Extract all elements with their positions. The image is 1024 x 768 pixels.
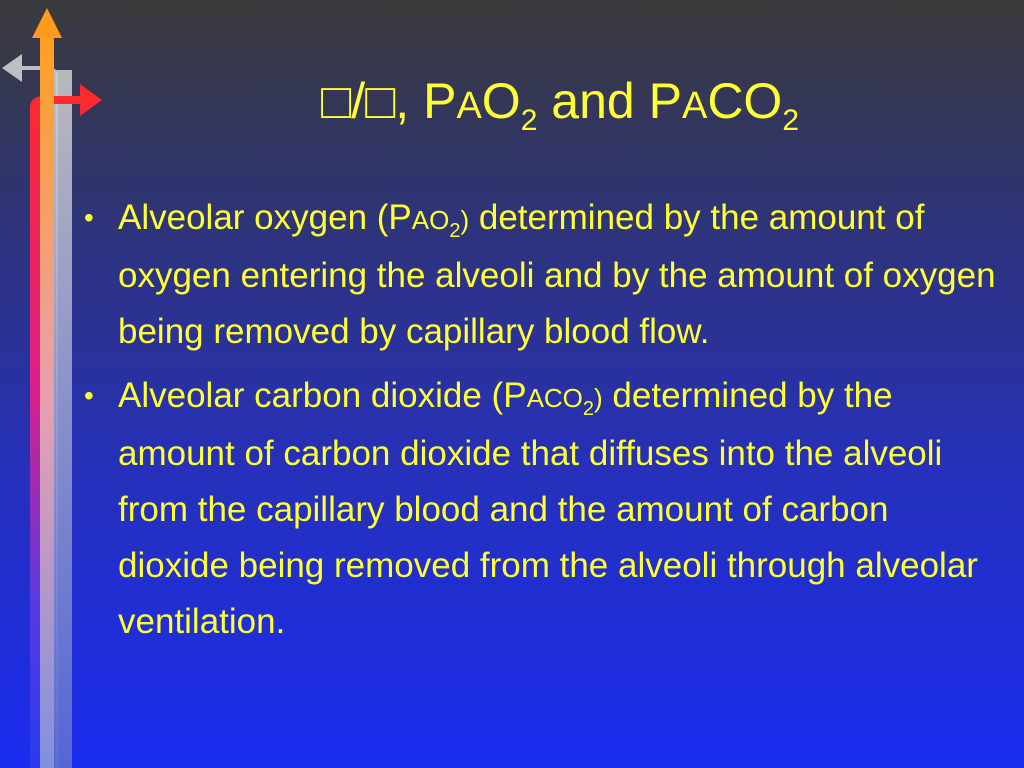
- bullet-marker: •: [84, 202, 94, 233]
- bullet-item-alveolar-carbon-dioxide: • Alveolar carbon dioxide $(PACO_2)$ determined by the amount of carbon dioxide that diffuses into the alveoli from the capillary blood and the amount of carbon dioxide being removed from the alveoli through alveolar ventilation.: [82, 368, 1002, 650]
- slide-title: □/□, $PAO_2$ and $PACO_2$: [321, 73, 799, 137]
- bullet-marker: •: [84, 380, 94, 411]
- bullet-list: [82, 190, 1002, 658]
- bullet-item-alveolar-oxygen: • Alveolar oxygen $(PAO_2)$ determined by the amount of oxygen entering the alveoli and by the amount of oxygen being removed by capillary blood flow.: [82, 190, 1002, 360]
